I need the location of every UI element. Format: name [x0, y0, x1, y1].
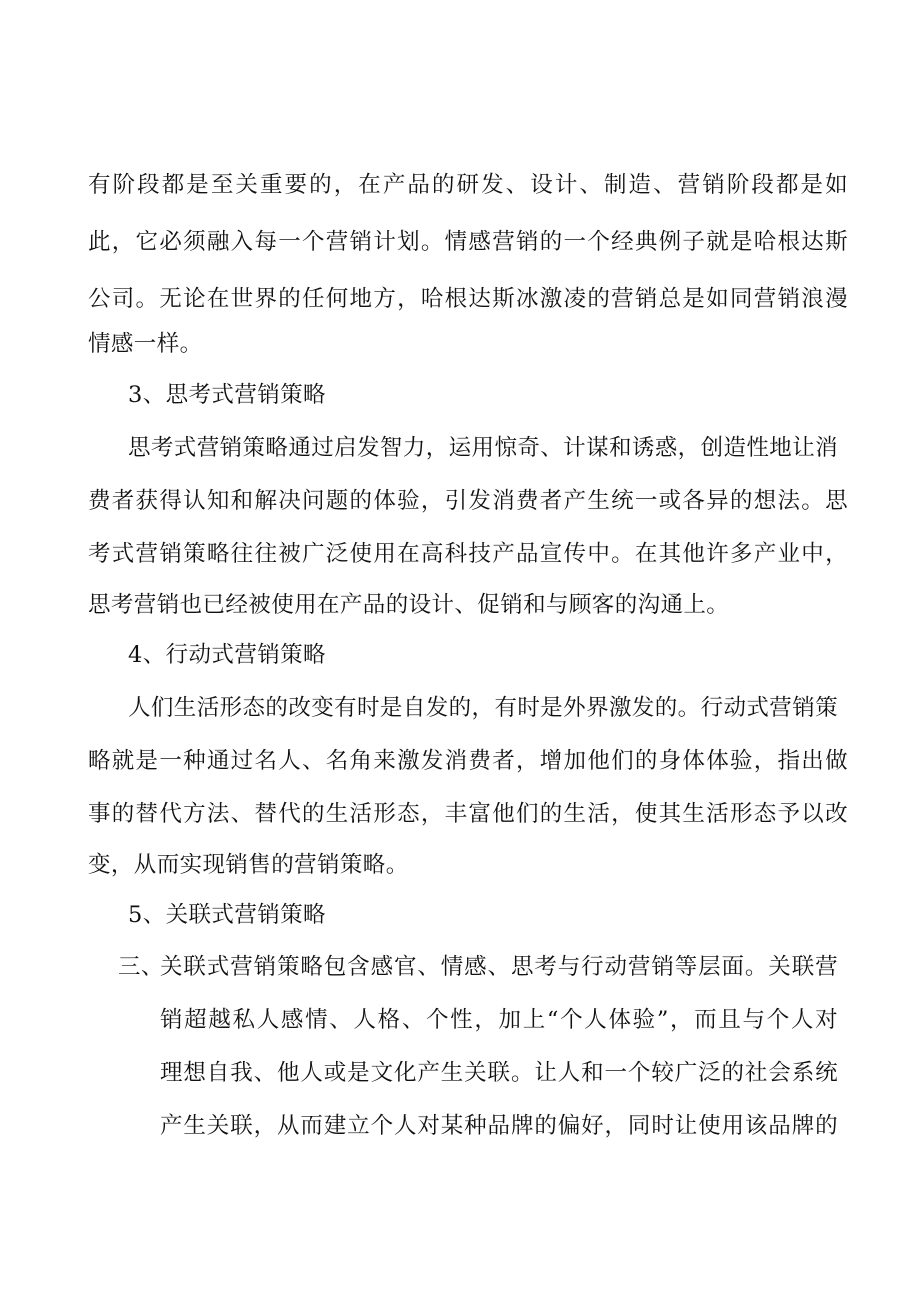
- section-heading-3: 3、思考式营销策略: [128, 382, 326, 408]
- paragraph-line: 略就是一种通过名人、名角来激发消费者，增加他们的身体体验，指出做: [88, 748, 848, 774]
- list-marker: 三、: [118, 954, 164, 980]
- paragraph-line: 销超越私人感情、人格、个性，加上“个人体验”，而且与个人对: [160, 1007, 838, 1033]
- section-heading-5: 5、关联式营销策略: [128, 902, 326, 928]
- paragraph-line: 情感一样。: [88, 331, 203, 357]
- paragraph-line: 考式营销策略往往被广泛使用在高科技产品宣传中。在其他许多产业中，: [88, 541, 848, 567]
- paragraph-line: 思考式营销策略通过启发智力，运用惊奇、计谋和诱惑，创造性地让消: [128, 435, 838, 461]
- paragraph-line: 事的替代方法、替代的生活形态，丰富他们的生活，使其生活形态予以改: [88, 801, 848, 827]
- paragraph-line: 人们生活形态的改变有时是自发的，有时是外界激发的。行动式营销策: [128, 695, 838, 721]
- paragraph-line: 理想自我、他人或是文化产生关联。让人和一个较广泛的社会系统: [160, 1060, 838, 1086]
- paragraph-line: 思考营销也已经被使用在产品的设计、促销和与顾客的沟通上。: [88, 592, 730, 618]
- section-heading-4: 4、行动式营销策略: [128, 642, 326, 668]
- paragraph-line: 变，从而实现销售的营销策略。: [88, 852, 409, 878]
- paragraph-line: 有阶段都是至关重要的，在产品的研发、设计、制造、营销阶段都是如: [88, 172, 848, 198]
- paragraph-line: 产生关联，从而建立个人对某种品牌的偏好，同时让使用该品牌的: [160, 1113, 838, 1139]
- paragraph-line: 关联式营销策略包含感官、情感、思考与行动营销等层面。关联营: [160, 954, 838, 980]
- paragraph-line: 费者获得认知和解决问题的体验，引发消费者产生统一或各异的想法。思: [88, 488, 848, 514]
- paragraph-line: 公司。无论在世界的任何地方，哈根达斯冰激凌的营销总是如同营销浪漫: [88, 286, 848, 312]
- paragraph-line: 此，它必须融入每一个营销计划。情感营销的一个经典例子就是哈根达斯: [88, 229, 848, 255]
